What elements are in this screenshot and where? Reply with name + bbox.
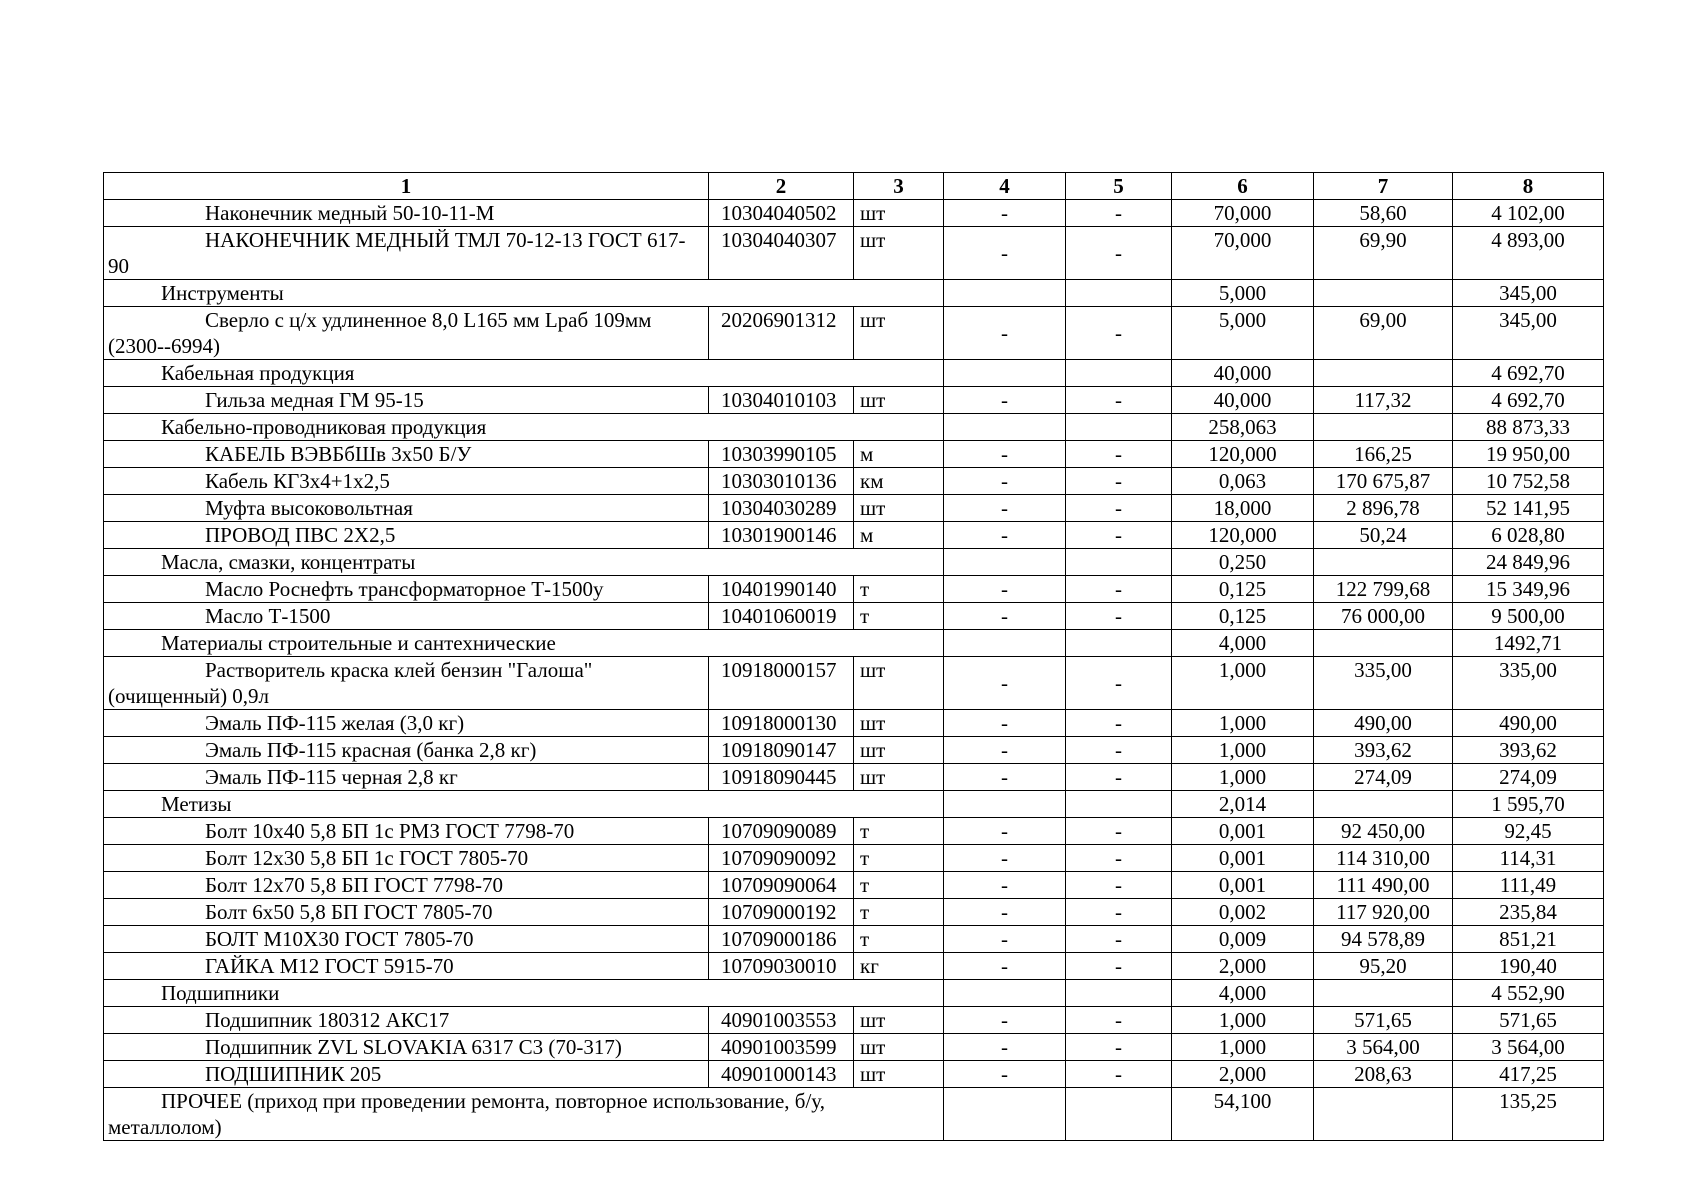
sum-cell: 345,00 [1453, 307, 1604, 360]
sum-cell: 135,25 [1453, 1088, 1604, 1141]
item-name: НАКОНЕЧНИК МЕДНЫЙ ТМЛ 70-12-13 ГОСТ 617-90 [104, 227, 709, 280]
col5-cell: - [1066, 845, 1172, 872]
col5-cell: - [1066, 522, 1172, 549]
category-name: ПРОЧЕЕ (приход при проведении ремонта, повторное использование, б/у, металлолом) [104, 1088, 944, 1141]
item-row [104, 710, 1604, 737]
price-cell: 122 799,68 [1314, 576, 1453, 603]
price-cell: 490,00 [1314, 710, 1453, 737]
unit-cell: шт [854, 710, 944, 737]
col4-cell: - [944, 657, 1066, 710]
empty-cell [1066, 1088, 1172, 1141]
quantity-cell: 0,009 [1172, 926, 1314, 953]
item-name: Муфта высоковольтная [104, 495, 709, 522]
sum-cell: 4 102,00 [1453, 200, 1604, 227]
unit-cell: т [854, 899, 944, 926]
column-header: 7 [1314, 173, 1453, 200]
sum-cell: 851,21 [1453, 926, 1604, 953]
empty-cell [944, 414, 1066, 441]
empty-cell [1314, 791, 1453, 818]
unit-cell: шт [854, 1061, 944, 1088]
item-name: Эмаль ПФ-115 черная 2,8 кг [104, 764, 709, 791]
col4-cell: - [944, 1034, 1066, 1061]
sum-cell: 417,25 [1453, 1061, 1604, 1088]
item-name: Эмаль ПФ-115 красная (банка 2,8 кг) [104, 737, 709, 764]
quantity-cell: 0,063 [1172, 468, 1314, 495]
unit-cell: шт [854, 764, 944, 791]
col4-cell: - [944, 710, 1066, 737]
item-code: 10401990140 [709, 576, 854, 603]
empty-cell [944, 1088, 1066, 1141]
col5-cell: - [1066, 576, 1172, 603]
item-name: Болт 6х50 5,8 БП ГОСТ 7805-70 [104, 899, 709, 926]
unit-cell: кг [854, 953, 944, 980]
quantity-cell: 2,000 [1172, 1061, 1314, 1088]
empty-cell [1314, 360, 1453, 387]
price-cell: 208,63 [1314, 1061, 1453, 1088]
sum-cell: 88 873,33 [1453, 414, 1604, 441]
item-name: Сверло с ц/х удлиненное 8,0 L165 мм Lраб 109мм (2300--6994) [104, 307, 709, 360]
item-name: Болт 10х40 5,8 БП 1с РМЗ ГОСТ 7798-70 [104, 818, 709, 845]
price-cell: 114 310,00 [1314, 845, 1453, 872]
item-row [104, 657, 1604, 710]
empty-cell [1314, 630, 1453, 657]
materials-table [103, 172, 1604, 1141]
item-row [104, 1007, 1604, 1034]
item-row [104, 899, 1604, 926]
item-row [104, 845, 1604, 872]
item-code: 10918090147 [709, 737, 854, 764]
item-code: 10303010136 [709, 468, 854, 495]
sum-cell: 4 692,70 [1453, 360, 1604, 387]
empty-cell [944, 549, 1066, 576]
empty-cell [944, 360, 1066, 387]
col5-cell: - [1066, 926, 1172, 953]
item-name: Эмаль ПФ-115 желая (3,0 кг) [104, 710, 709, 737]
item-code: 10918090445 [709, 764, 854, 791]
col4-cell: - [944, 522, 1066, 549]
category-name: Кабельно-проводниковая продукция [104, 414, 944, 441]
category-name: Метизы [104, 791, 944, 818]
table-body [104, 173, 1604, 1141]
col5-cell: - [1066, 764, 1172, 791]
price-cell: 92 450,00 [1314, 818, 1453, 845]
price-cell: 117,32 [1314, 387, 1453, 414]
quantity-cell: 1,000 [1172, 737, 1314, 764]
col4-cell: - [944, 1007, 1066, 1034]
col5-cell: - [1066, 495, 1172, 522]
price-cell: 69,90 [1314, 227, 1453, 280]
col4-cell: - [944, 227, 1066, 280]
column-header: 8 [1453, 173, 1604, 200]
column-header: 3 [854, 173, 944, 200]
empty-cell [1314, 1088, 1453, 1141]
col5-cell: - [1066, 200, 1172, 227]
unit-cell: т [854, 872, 944, 899]
unit-cell: т [854, 926, 944, 953]
sum-cell: 4 552,90 [1453, 980, 1604, 1007]
col5-cell: - [1066, 818, 1172, 845]
quantity-cell: 0,001 [1172, 818, 1314, 845]
category-row [104, 549, 1604, 576]
quantity-cell: 120,000 [1172, 441, 1314, 468]
item-row [104, 603, 1604, 630]
unit-cell: шт [854, 737, 944, 764]
quantity-cell: 1,000 [1172, 1034, 1314, 1061]
quantity-cell: 1,000 [1172, 710, 1314, 737]
price-cell: 335,00 [1314, 657, 1453, 710]
price-cell: 95,20 [1314, 953, 1453, 980]
item-code: 10709090092 [709, 845, 854, 872]
quantity-cell: 4,000 [1172, 980, 1314, 1007]
quantity-cell: 40,000 [1172, 360, 1314, 387]
category-name: Кабельная продукция [104, 360, 944, 387]
empty-cell [1066, 980, 1172, 1007]
col5-cell: - [1066, 1061, 1172, 1088]
col5-cell: - [1066, 953, 1172, 980]
column-header-row [104, 173, 1604, 200]
price-cell: 117 920,00 [1314, 899, 1453, 926]
col5-cell: - [1066, 387, 1172, 414]
col4-cell: - [944, 926, 1066, 953]
item-code: 10304010103 [709, 387, 854, 414]
item-name: БОЛТ М10Х30 ГОСТ 7805-70 [104, 926, 709, 953]
col5-cell: - [1066, 441, 1172, 468]
item-row [104, 522, 1604, 549]
item-code: 10401060019 [709, 603, 854, 630]
sum-cell: 52 141,95 [1453, 495, 1604, 522]
empty-cell [944, 980, 1066, 1007]
item-row [104, 387, 1604, 414]
sum-cell: 335,00 [1453, 657, 1604, 710]
quantity-cell: 1,000 [1172, 764, 1314, 791]
category-row [104, 980, 1604, 1007]
item-name: ПРОВОД ПВС 2Х2,5 [104, 522, 709, 549]
quantity-cell: 54,100 [1172, 1088, 1314, 1141]
unit-cell: шт [854, 387, 944, 414]
empty-cell [1314, 280, 1453, 307]
unit-cell: шт [854, 1007, 944, 1034]
item-row [104, 737, 1604, 764]
col4-cell: - [944, 764, 1066, 791]
col5-cell: - [1066, 307, 1172, 360]
column-header: 6 [1172, 173, 1314, 200]
item-code: 40901003553 [709, 1007, 854, 1034]
sum-cell: 235,84 [1453, 899, 1604, 926]
category-row [104, 360, 1604, 387]
col5-cell: - [1066, 603, 1172, 630]
item-code: 10709000186 [709, 926, 854, 953]
sum-cell: 19 950,00 [1453, 441, 1604, 468]
col5-cell: - [1066, 710, 1172, 737]
item-name: ПОДШИПНИК 205 [104, 1061, 709, 1088]
item-row [104, 495, 1604, 522]
quantity-cell: 2,000 [1172, 953, 1314, 980]
price-cell: 170 675,87 [1314, 468, 1453, 495]
sum-cell: 3 564,00 [1453, 1034, 1604, 1061]
quantity-cell: 0,125 [1172, 603, 1314, 630]
col4-cell: - [944, 307, 1066, 360]
quantity-cell: 0,250 [1172, 549, 1314, 576]
price-cell: 94 578,89 [1314, 926, 1453, 953]
quantity-cell: 40,000 [1172, 387, 1314, 414]
col4-cell: - [944, 468, 1066, 495]
unit-cell: м [854, 441, 944, 468]
empty-cell [1066, 630, 1172, 657]
category-name: Подшипники [104, 980, 944, 1007]
sum-cell: 571,65 [1453, 1007, 1604, 1034]
unit-cell: шт [854, 307, 944, 360]
price-cell: 2 896,78 [1314, 495, 1453, 522]
price-cell: 76 000,00 [1314, 603, 1453, 630]
col4-cell: - [944, 495, 1066, 522]
unit-cell: т [854, 603, 944, 630]
empty-cell [1066, 791, 1172, 818]
quantity-cell: 2,014 [1172, 791, 1314, 818]
col4-cell: - [944, 441, 1066, 468]
sum-cell: 15 349,96 [1453, 576, 1604, 603]
quantity-cell: 4,000 [1172, 630, 1314, 657]
item-code: 10918000130 [709, 710, 854, 737]
category-row [104, 630, 1604, 657]
category-name: Материалы строительные и сантехнические [104, 630, 944, 657]
category-row [104, 280, 1604, 307]
item-row [104, 227, 1604, 280]
sum-cell: 490,00 [1453, 710, 1604, 737]
item-code: 10304030289 [709, 495, 854, 522]
item-row [104, 872, 1604, 899]
unit-cell: шт [854, 200, 944, 227]
unit-cell: т [854, 845, 944, 872]
unit-cell: шт [854, 1034, 944, 1061]
col4-cell: - [944, 818, 1066, 845]
quantity-cell: 70,000 [1172, 200, 1314, 227]
sum-cell: 4 893,00 [1453, 227, 1604, 280]
col5-cell: - [1066, 1034, 1172, 1061]
item-code: 10304040307 [709, 227, 854, 280]
col4-cell: - [944, 1061, 1066, 1088]
col5-cell: - [1066, 899, 1172, 926]
unit-cell: шт [854, 227, 944, 280]
column-header: 2 [709, 173, 854, 200]
unit-cell: км [854, 468, 944, 495]
price-cell: 274,09 [1314, 764, 1453, 791]
col4-cell: - [944, 872, 1066, 899]
empty-cell [1066, 549, 1172, 576]
item-row [104, 926, 1604, 953]
item-name: Масло Роснефть трансформаторное Т-1500у [104, 576, 709, 603]
sum-cell: 190,40 [1453, 953, 1604, 980]
item-name: Масло Т-1500 [104, 603, 709, 630]
price-cell: 3 564,00 [1314, 1034, 1453, 1061]
item-name: КАБЕЛЬ ВЭВБбШв 3х50 Б/У [104, 441, 709, 468]
quantity-cell: 5,000 [1172, 280, 1314, 307]
item-code: 10709090089 [709, 818, 854, 845]
unit-cell: шт [854, 495, 944, 522]
sum-cell: 6 028,80 [1453, 522, 1604, 549]
item-code: 10304040502 [709, 200, 854, 227]
price-cell: 50,24 [1314, 522, 1453, 549]
category-row [104, 791, 1604, 818]
sum-cell: 111,49 [1453, 872, 1604, 899]
item-row [104, 1061, 1604, 1088]
item-code: 10301900146 [709, 522, 854, 549]
col4-cell: - [944, 603, 1066, 630]
col4-cell: - [944, 387, 1066, 414]
category-row [104, 414, 1604, 441]
price-cell: 571,65 [1314, 1007, 1453, 1034]
sum-cell: 9 500,00 [1453, 603, 1604, 630]
unit-cell: м [854, 522, 944, 549]
item-code: 20206901312 [709, 307, 854, 360]
quantity-cell: 0,002 [1172, 899, 1314, 926]
item-name: Подшипник 180312 АКС17 [104, 1007, 709, 1034]
quantity-cell: 120,000 [1172, 522, 1314, 549]
item-row [104, 764, 1604, 791]
price-cell: 58,60 [1314, 200, 1453, 227]
item-code: 40901003599 [709, 1034, 854, 1061]
item-code: 10918000157 [709, 657, 854, 710]
item-row [104, 818, 1604, 845]
quantity-cell: 5,000 [1172, 307, 1314, 360]
quantity-cell: 1,000 [1172, 1007, 1314, 1034]
quantity-cell: 0,001 [1172, 872, 1314, 899]
category-name: Инструменты [104, 280, 944, 307]
quantity-cell: 18,000 [1172, 495, 1314, 522]
price-cell: 166,25 [1314, 441, 1453, 468]
sum-cell: 274,09 [1453, 764, 1604, 791]
sum-cell: 393,62 [1453, 737, 1604, 764]
item-row [104, 468, 1604, 495]
item-code: 10709000192 [709, 899, 854, 926]
unit-cell: т [854, 818, 944, 845]
column-header: 5 [1066, 173, 1172, 200]
col4-cell: - [944, 737, 1066, 764]
sum-cell: 114,31 [1453, 845, 1604, 872]
col5-cell: - [1066, 872, 1172, 899]
col4-cell: - [944, 200, 1066, 227]
sum-cell: 10 752,58 [1453, 468, 1604, 495]
price-cell: 393,62 [1314, 737, 1453, 764]
column-header: 1 [104, 173, 709, 200]
quantity-cell: 1,000 [1172, 657, 1314, 710]
category-name: Масла, смазки, концентраты [104, 549, 944, 576]
item-row [104, 1034, 1604, 1061]
col4-cell: - [944, 845, 1066, 872]
quantity-cell: 70,000 [1172, 227, 1314, 280]
price-cell: 69,00 [1314, 307, 1453, 360]
col4-cell: - [944, 899, 1066, 926]
item-row [104, 307, 1604, 360]
col5-cell: - [1066, 737, 1172, 764]
sum-cell: 345,00 [1453, 280, 1604, 307]
item-name: Кабель КГ3х4+1х2,5 [104, 468, 709, 495]
column-header: 4 [944, 173, 1066, 200]
item-row [104, 953, 1604, 980]
quantity-cell: 0,125 [1172, 576, 1314, 603]
item-name: Болт 12х30 5,8 БП 1с ГОСТ 7805-70 [104, 845, 709, 872]
quantity-cell: 258,063 [1172, 414, 1314, 441]
col4-cell: - [944, 953, 1066, 980]
sum-cell: 24 849,96 [1453, 549, 1604, 576]
item-row [104, 200, 1604, 227]
category-row [104, 1088, 1604, 1141]
item-code: 10303990105 [709, 441, 854, 468]
col5-cell: - [1066, 657, 1172, 710]
unit-cell: шт [854, 657, 944, 710]
empty-cell [944, 630, 1066, 657]
empty-cell [1314, 980, 1453, 1007]
col5-cell: - [1066, 227, 1172, 280]
item-name: Болт 12х70 5,8 БП ГОСТ 7798-70 [104, 872, 709, 899]
item-name: Подшипник ZVL SLOVAKIA 6317 C3 (70-317) [104, 1034, 709, 1061]
item-row [104, 441, 1604, 468]
sum-cell: 92,45 [1453, 818, 1604, 845]
empty-cell [944, 791, 1066, 818]
unit-cell: т [854, 576, 944, 603]
item-name: Гильза медная ГМ 95-15 [104, 387, 709, 414]
sum-cell: 4 692,70 [1453, 387, 1604, 414]
empty-cell [1066, 360, 1172, 387]
item-code: 40901000143 [709, 1061, 854, 1088]
item-code: 10709090064 [709, 872, 854, 899]
item-name: Наконечник медный 50-10-11-М [104, 200, 709, 227]
empty-cell [1066, 414, 1172, 441]
empty-cell [1066, 280, 1172, 307]
item-code: 10709030010 [709, 953, 854, 980]
sum-cell: 1 595,70 [1453, 791, 1604, 818]
quantity-cell: 0,001 [1172, 845, 1314, 872]
empty-cell [944, 280, 1066, 307]
price-cell: 111 490,00 [1314, 872, 1453, 899]
col4-cell: - [944, 576, 1066, 603]
sum-cell: 1492,71 [1453, 630, 1604, 657]
empty-cell [1314, 414, 1453, 441]
col5-cell: - [1066, 468, 1172, 495]
item-row [104, 576, 1604, 603]
empty-cell [1314, 549, 1453, 576]
item-name: Растворитель краска клей бензин "Галоша" (очищенный) 0,9л [104, 657, 709, 710]
col5-cell: - [1066, 1007, 1172, 1034]
item-name: ГАЙКА М12 ГОСТ 5915-70 [104, 953, 709, 980]
